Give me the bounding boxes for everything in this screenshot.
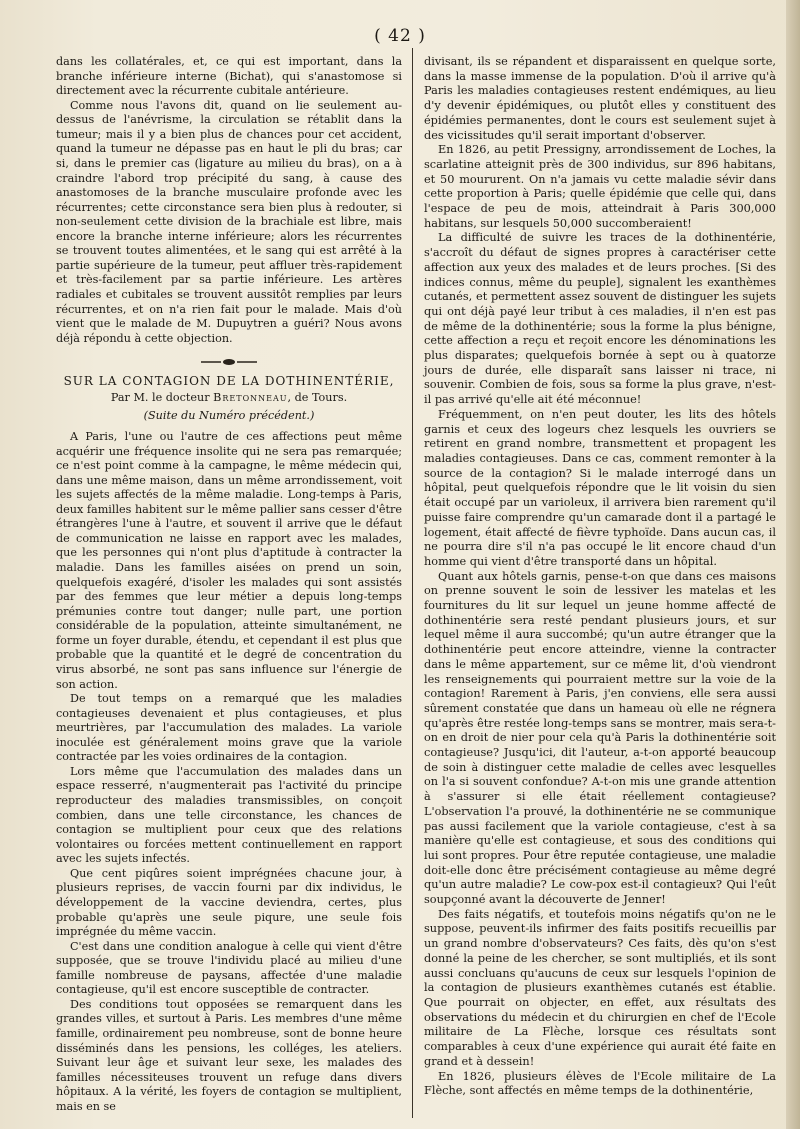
paragraph: De tout temps on a remarqué que les maladies contagieuses devenaient et plus contagieuses, et plus meurtrières, par l'accumulation des malades. La variole inoculée est généralement moins grave que la variole contractée par les voies ordinaires de la contagion. <box>56 692 402 764</box>
paragraph: C'est dans une condition analogue à celle qui vient d'être supposée, que se trouve l'individu placé au milieu d'une famille nombreuse de paysans, affectée d'une maladie contagieuse, qu'il est encore susceptible de contracter. <box>56 939 402 997</box>
paragraph: Des faits négatifs, et toutefois moins négatifs qu'on ne le suppose, peuvent-ils infirmer des faits positifs recueillis par un grand nombre d'observateurs? Ces faits, dès qu'on s'est donné la peine de les chercher, se sont multipliés, et ils sont aussi concluans qu'aucuns de ceux sur lesquels l'opinion de la contagion de plusieurs exanthèmes cutanés est établie. Que pourrait on objecter, en effet, aux résultats des observations du médecin et du chirurgien en chef de l'Ecole militaire de La Flèche, lorsque ces résultats sont comparables à ceux d'une expérience qui aurait été faite en grand et à dessein! <box>424 907 776 1068</box>
paragraph: En 1826, au petit Pressigny, arrondissement de Loches, la scarlatine atteignit près de 300 individus, sur 896 habitans, et 50 moururent. On n'a jamais vu cette maladie sévir dans cette proportion à Paris; quelle épidémie que celle qui, dans l'espace de peu de mois, atteindrait à Paris 300,000 habitans, sur lesquels 50,000 succomberaient! <box>424 143 776 230</box>
ornament-icon <box>199 358 259 366</box>
paragraph: La difficulté de suivre les traces de la dothinentérie, s'accroît du défaut de signes propres à caractériser cette affection aux yeux des malades et de leurs proches. [Si des indices connus, même du peuple], signalent les exanthèmes cutanés, et permettent assez souvent de distinguer les sujets qui ont déjà payé leur tribut à ces maladies, il n'en est pas de même de la dothinentérie; sous la forme la plus bénigne, cette affection a reçu et reçoit encore les dénominations les plus disparates; quelquefois bornée à sept ou à quatorze jours de durée, elle disparaît sans laisser ni trace, ni souvenir. Combien de fois, sous sa forme la plus grave, n'est-il pas arrivé qu'elle ait été méconnue! <box>424 231 776 407</box>
ornament-divider <box>56 356 402 366</box>
paragraph: Fréquemment, on n'en peut douter, les lits des hôtels garnis et ceux des logeurs chez lesquels les ouvriers se retirent en grand nombre, transmettent et propagent les maladies contagieuses. Dans ce cas, comment remonter à la source de la contagion? Si le malade interrogé dans un hôpital, peut quelquefois répondre que le lit voisin du sien était occupé par un varioleux, il arrivera bien rarement qu'il puisse faire comprendre qu'un camarade dont il a partagé le logement, était affecté de fièvre typhoïde. Dans aucun cas, il ne pourra dire s'il n'a pas occupé le lit encore chaud d'un homme qui vient d'être transporté dans un hôpital. <box>424 407 776 568</box>
paragraph: En 1826, plusieurs élèves de l'Ecole militaire de La Flèche, sont affectés en même temps de la dothinentérie, <box>424 1069 776 1098</box>
paragraph: A Paris, l'une ou l'autre de ces affections peut même acquérir une fréquence insolite qui ne sera pas remarquée; ce n'est point comme à la campagne, le même médecin qui, dans une même maison, dans un même arrondissement, voit les sujets affectés de la même maladie. Long-temps à Paris, deux familles habitent sur le même pallier sans cesser d'être étrangères l'une à l'autre, et souvent il arrive que le défaut de communication ne laisse en rapport avec les malades, que les personnes qui n'ont plus d'aptitude à contracter la maladie. Dans les familles aisées on prend un soin, quelquefois exagéré, d'isoler les malades qui sont assistés par des femmes que leur métier a depuis long-temps prémunies contre tout danger; nulle part, une portion considérable de la population, atteinte simultanément, ne forme un foyer durable, étendu, et cependant il est plus que probable que la quantité et le degré de concentration du virus absorbé, ne sont pas sans influence sur l'énergie de son action. <box>56 429 402 691</box>
paragraph: dans les collatérales, et, ce qui est important, dans la branche inférieure interne (Bichat), qui s'anastomose si directement avec la récurrente cubitale antérieure. <box>56 55 402 98</box>
page-number: ( 42 ) <box>374 26 426 46</box>
paragraph: Des conditions tout opposées se remarquent dans les grandes villes, et surtout à Paris. Les membres d'une même famille, ordinairement peu nombreuse, sont de bonne heure disséminés dans les pensions, les colléges, les ateliers. Suivant leur âge et suivant leur sexe, les malades des familles nécessiteuses trouvent un refuge dans divers hôpitaux. A la vérité, les foyers de contagion se multiplient, mais en se <box>56 997 402 1113</box>
byline <box>56 391 402 406</box>
right-column <box>424 55 776 1099</box>
paragraph: divisant, ils se répandent et disparaissent en quelque sorte, dans la masse immense de la population. D'où il arrive qu'à Paris les maladies contagieuses restent endémiques, au lieu d'y devenir épidémiques, ou plutôt elles y constituent des épidémies permanentes, dont le cours est seulement sujet à des vicissitudes qu'il serait important d'observer. <box>424 55 776 142</box>
left-column <box>56 55 402 1114</box>
byline-prefix: Par M. le docteur <box>110 390 214 404</box>
author-name: Bretonneau <box>213 390 288 404</box>
paragraph: Que cent piqûres soient imprégnées chacune jour, à plusieurs reprises, de vaccin fourni par dix individus, le développement de la vaccine deviendra, certes, plus probable qu'après une seule piqure, une seule fois imprégnée du même vaccin. <box>56 866 402 939</box>
column-divider <box>412 48 413 1118</box>
paragraph: Comme nous l'avons dit, quand on lie seulement au-dessus de l'anévrisme, la circulation se rétablit dans la tumeur; mais il y a bien plus de chances pour cet accident, quand la tumeur ne dépasse pas en haut le pli du bras; car si, dans le premier cas (ligature au milieu du bras), on a à craindre l'abord trop précipité du sang, à cause des anastomoses de la branche musculaire profonde avec les récurrentes; cette circonstance sera bien plus à redouter, si non-seulement cette division de la brachiale est libre, mais encore la branche interne inférieure; alors les récurrentes se trouvent toutes alimentées, et le sang qui est arrêté à la partie supérieure de la tumeur, peut affluer très-rapidement et très-facilement par sa partie inférieure. Les artères radiales et cubitales se trouvent aussitôt remplies par leurs récurrentes, et on n'a rien fait pour le malade. Mais d'où vient que le malade de M. Dupuytren a guéri? Nous avons déjà répondu à cette objection. <box>56 98 402 345</box>
article-title: SUR LA CONTAGION DE LA DOTHINENTÉRIE, <box>63 374 395 389</box>
paragraph: Quant aux hôtels garnis, pense-t-on que dans ces maisons on prenne souvent le soin de lessiver les matelas et les fournitures du lit sur lequel un jeune homme affecté de dothinentérie sera resté pendant plusieurs jours, et sur lequel même il aura succombé; qu'un autre étranger que la dothinentérie peut encore atteindre, vienne la contracter dans le même appartement, sur ce même lit, d'où viendront les renseignements qui pourraient mettre sur la voie de la contagion! Rarement à Paris, j'en conviens, elle sera aussi sûrement constatée que dans un hameau où elle ne régnera qu'après être restée long-temps sans se montrer, mais sera-t-on en droit de nier pour cela qu'à Paris la dothinentérie soit contagieuse? Jusqu'ici, dit l'auteur, a-t-on apporté beaucoup de soin à distinguer cette maladie de celles avec lesquelles on l'a si souvent confondue? A-t-on mis une grande attention à s'assurer si elle était réellement contagieuse? L'observation l'a prouvé, la dothinentérie ne se communique pas aussi facilement que la variole contagieuse, c'est à sa manière qu'elle est contagieuse, et sous des conditions qui lui sont propres. Pour être reputée contagieuse, une maladie doit-elle donc être précisément contagieuse au même degré qu'un autre maladie? Le cow-pox est-il contagieux? Qui l'eût soupçonné avant la découverte de Jenner! <box>424 569 776 907</box>
paragraph: Lors même que l'accumulation des malades dans un espace resserré, n'augmenterait pas l'activité du principe reproducteur des maladies transmissibles, on conçoit combien, dans une telle circonstance, les chances de contagion se multiplient pour ceux que des relations volontaires ou forcées mettent continuellement en rapport avec les sujets infectés. <box>56 764 402 866</box>
article-subtitle: (Suite du Numéro précédent.) <box>143 409 315 423</box>
page-edge <box>786 0 800 1129</box>
byline-suffix: , de Tours. <box>287 390 348 404</box>
